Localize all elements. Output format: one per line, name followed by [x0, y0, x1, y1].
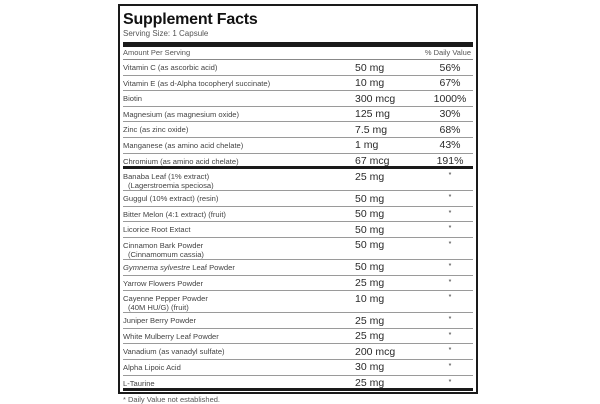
ingredient-name: Bitter Melon (4:1 extract) (fruit) [123, 209, 226, 219]
nutrient-daily-value: 68% [439, 123, 461, 136]
ingredient-daily-value: * [448, 331, 452, 339]
nutrient-daily-value: 67% [439, 77, 461, 90]
ingredient-row [123, 344, 473, 360]
ingredient-amount: 50 mg [355, 192, 385, 205]
ingredient-name: White Mulberry Leaf Powder [123, 331, 219, 341]
ingredient-row [123, 207, 473, 223]
ingredient-row [123, 238, 473, 260]
ingredient-daily-value: * [448, 172, 452, 180]
nutrient-row [123, 154, 473, 170]
nutrient-amount: 300 mcg [355, 92, 396, 105]
ingredient-daily-value: * [448, 240, 452, 248]
ingredient-daily-value: * [448, 362, 452, 370]
ingredient-row [123, 222, 473, 238]
ingredient-name: Juniper Berry Powder [123, 316, 197, 326]
ingredient-row [123, 291, 473, 313]
ingredient-daily-value: * [448, 278, 452, 286]
ingredient-row [123, 360, 473, 376]
nutrient-daily-value: 30% [439, 108, 461, 121]
ingredient-name: Licorice Root Extact [123, 225, 191, 235]
nutrient-name: Biotin [123, 94, 142, 104]
ingredient-row [123, 376, 473, 392]
ingredient-name-text: Cinnamon Bark Powder [123, 240, 204, 250]
ingredient-name: Guggul (10% extract) (resin) [123, 194, 219, 204]
ingredient-latin-name: Gymnema sylvestre [123, 262, 191, 272]
ingredient-name [123, 169, 355, 190]
nutrient-daily-value: 191% [436, 155, 464, 168]
ingredient-row [123, 191, 473, 207]
ingredient-name-text: Leaf Powder [190, 262, 235, 272]
nutrient-daily-value: 1000% [433, 92, 467, 105]
ingredient-latin-name: (Cinnamomum cassia) [128, 249, 204, 259]
ingredient-name: Alpha Lipoic Acid [123, 362, 181, 372]
nutrient-amount: 50 mg [355, 61, 385, 74]
ingredient-amount: 25 mg [355, 330, 385, 343]
ingredient-daily-value: * [448, 225, 452, 233]
nutrient-row [123, 76, 473, 92]
ingredient-name [123, 260, 355, 272]
ingredient-name [123, 238, 355, 259]
ingredient-row [123, 329, 473, 345]
nutrient-amount: 10 mg [355, 77, 385, 90]
ingredient-row [123, 313, 473, 329]
nutrient-daily-value: 56% [439, 61, 461, 74]
column-header-row [123, 47, 473, 60]
ingredient-row [123, 169, 473, 191]
daily-value-footnote: * Daily Value not established. [123, 395, 221, 404]
ingredient-name-text: Banaba Leaf (1% extract) [123, 172, 210, 182]
ingredient-name [123, 291, 355, 312]
ingredient-amount: 50 mg [355, 261, 385, 274]
nutrient-row [123, 122, 473, 138]
nutrient-daily-value: 43% [439, 139, 461, 152]
nutrient-name: Vitamin E (as d-Alpha tocopheryl succinate) [123, 78, 271, 88]
ingredient-daily-value: * [448, 316, 452, 324]
daily-value-header: % Daily Value [424, 48, 471, 57]
nutrient-row [123, 107, 473, 123]
serving-size: Serving Size: 1 Capsule [123, 29, 473, 47]
ingredient-amount: 50 mg [355, 223, 385, 236]
ingredient-name: L-Taurine [123, 378, 155, 388]
ingredient-daily-value: * [448, 378, 452, 386]
nutrient-name: Manganese (as amino acid chelate) [123, 140, 244, 150]
supplement-facts-panel [118, 4, 478, 404]
ingredient-daily-value: * [448, 194, 452, 202]
ingredient-amount: 25 mg [355, 170, 385, 183]
ingredient-daily-value: * [448, 209, 452, 217]
ingredient-daily-value: * [448, 262, 452, 270]
ingredient-name: Vanadium (as vanadyl sulfate) [123, 347, 225, 357]
ingredient-daily-value: * [448, 347, 452, 355]
ingredient-amount: 50 mg [355, 239, 385, 252]
nutrient-name: Magnesium (as magnesium oxide) [123, 109, 240, 119]
panel-title: Supplement Facts [123, 11, 258, 28]
ingredient-daily-value: * [448, 294, 452, 302]
ingredient-row [123, 276, 473, 292]
nutrient-amount: 1 mg [355, 139, 379, 152]
ingredient-amount: 25 mg [355, 314, 385, 327]
ingredient-amount: 200 mcg [355, 345, 396, 358]
ingredient-row [123, 260, 473, 276]
ingredient-amount: 10 mg [355, 292, 385, 305]
nutrient-amount: 67 mcg [355, 155, 390, 168]
ingredient-amount: 50 mg [355, 208, 385, 221]
nutrient-name: Chromium (as amino acid chelate) [123, 156, 239, 166]
ingredient-name: Yarrow Flowers Powder [123, 278, 204, 288]
ingredient-latin-name: (Lagerstroemia speciosa) [128, 181, 214, 191]
nutrient-name: Zinc (as zinc oxide) [123, 125, 189, 135]
ingredient-amount: 30 mg [355, 361, 385, 374]
nutrient-name: Vitamin C (as ascorbic acid) [123, 63, 218, 72]
ingredient-name-text: Cayenne Pepper Powder [123, 294, 208, 304]
nutrient-amount: 7.5 mg [355, 123, 388, 136]
nutrient-row [123, 60, 473, 76]
nutrient-row [123, 138, 473, 154]
ingredient-amount: 25 mg [355, 277, 385, 290]
amount-per-serving-header: Amount Per Serving [123, 48, 191, 57]
nutrient-row [123, 91, 473, 107]
ingredient-potency: (40M HU/G) (fruit) [128, 303, 189, 313]
ingredient-amount: 25 mg [355, 377, 385, 389]
nutrient-amount: 125 mg [355, 108, 391, 121]
